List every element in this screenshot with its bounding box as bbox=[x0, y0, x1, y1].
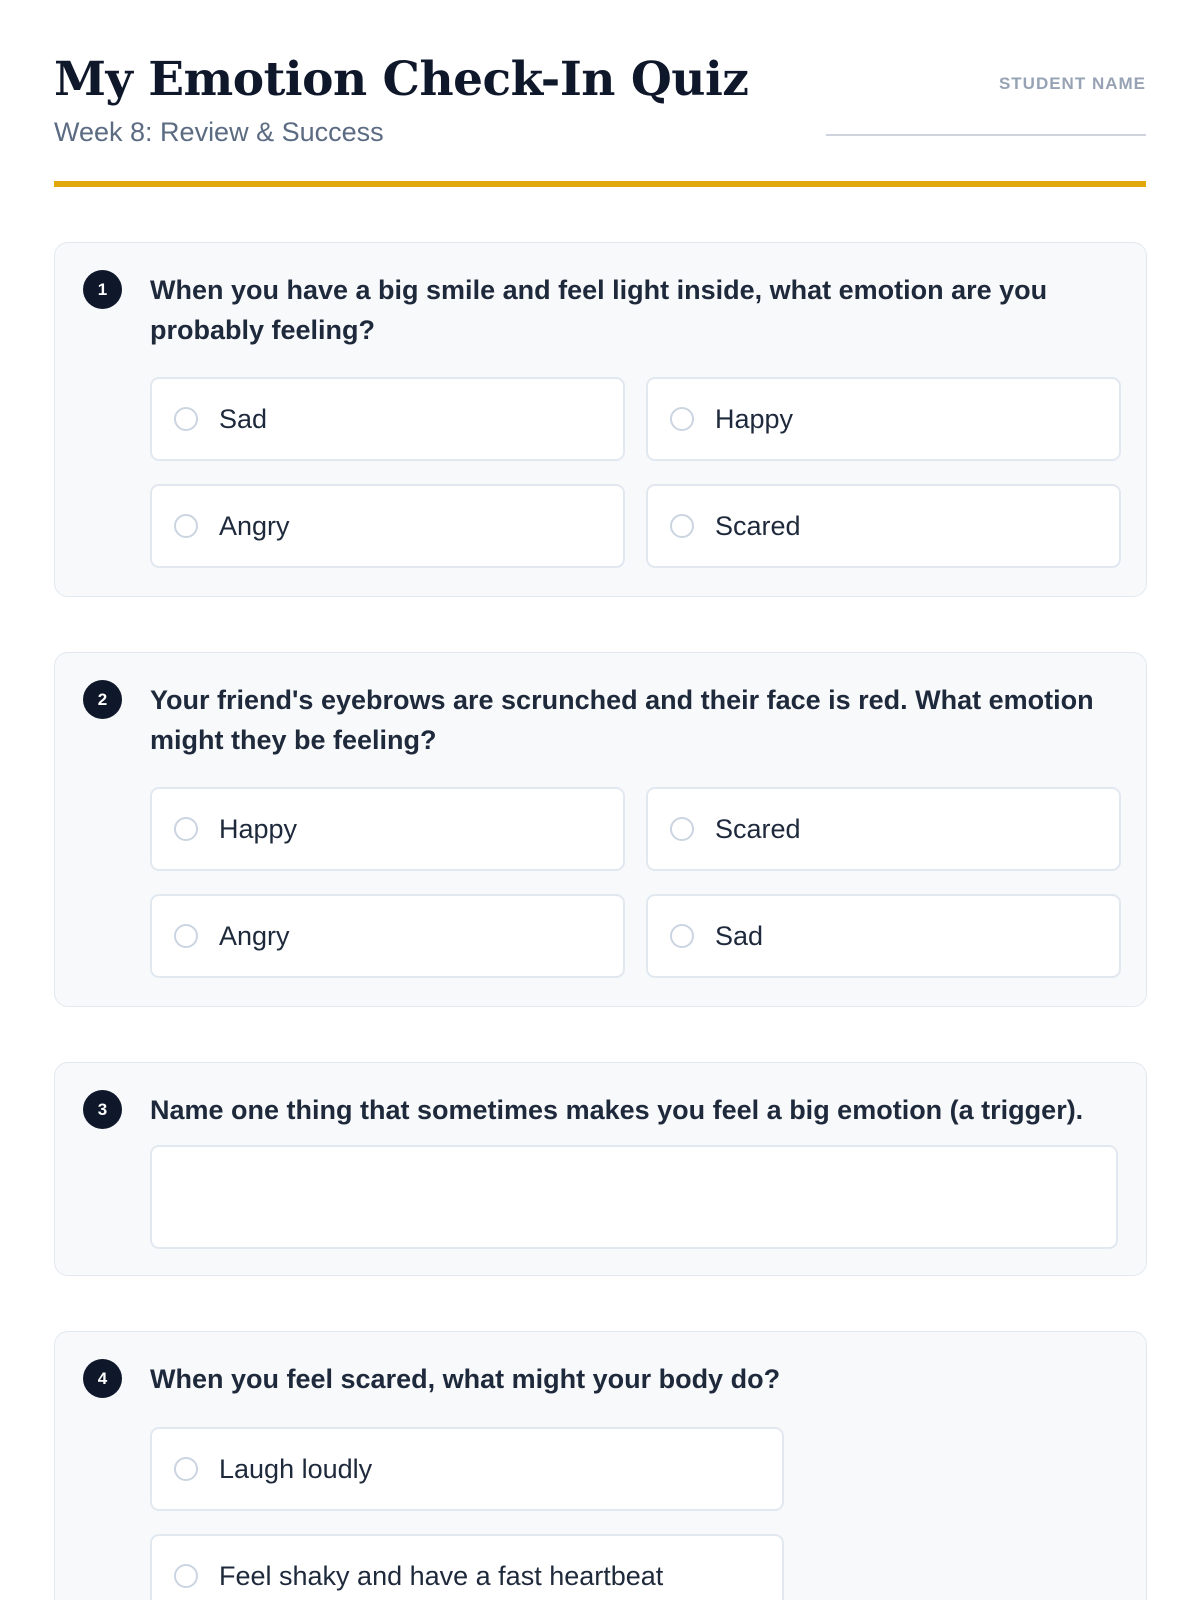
radio-button[interactable] bbox=[670, 924, 694, 948]
option-label: Angry bbox=[219, 510, 290, 541]
page-title: My Emotion Check-In Quiz bbox=[54, 52, 749, 107]
question-number-badge: 1 bbox=[83, 270, 122, 309]
option-angry[interactable] bbox=[150, 894, 625, 978]
radio-button[interactable] bbox=[670, 514, 694, 538]
question-card-1 bbox=[54, 242, 1147, 597]
question-number-badge: 2 bbox=[83, 680, 122, 719]
radio-button[interactable] bbox=[174, 407, 198, 431]
question-number-badge: 3 bbox=[83, 1090, 122, 1129]
radio-button[interactable] bbox=[174, 924, 198, 948]
option-label: Scared bbox=[715, 510, 801, 541]
option-label: Angry bbox=[219, 920, 290, 951]
option-scared[interactable] bbox=[646, 484, 1121, 568]
radio-button[interactable] bbox=[670, 817, 694, 841]
option-feel-shaky[interactable] bbox=[150, 1534, 784, 1600]
option-scared[interactable] bbox=[646, 787, 1121, 871]
quiz-header bbox=[54, 0, 1146, 187]
question-card-2 bbox=[54, 652, 1147, 1007]
radio-button[interactable] bbox=[174, 514, 198, 538]
radio-button[interactable] bbox=[670, 407, 694, 431]
option-angry[interactable] bbox=[150, 484, 625, 568]
page-subtitle: Week 8: Review & Success bbox=[54, 117, 384, 147]
question-text: Name one thing that sometimes makes you feel a big emotion (a trigger). bbox=[150, 1095, 1084, 1125]
option-happy[interactable] bbox=[150, 787, 625, 871]
radio-button[interactable] bbox=[174, 817, 198, 841]
option-label: Laugh loudly bbox=[219, 1453, 373, 1484]
student-name-label: STUDENT NAME bbox=[998, 74, 1146, 93]
radio-button[interactable] bbox=[174, 1457, 198, 1481]
option-label: Happy bbox=[715, 403, 794, 434]
question-text: When you have a big smile and feel light inside, what emotion are you probably feeling? bbox=[150, 275, 1048, 345]
trigger-answer-field[interactable] bbox=[150, 1145, 1118, 1249]
question-card-3 bbox=[54, 1062, 1147, 1276]
question-number-badge: 4 bbox=[83, 1359, 122, 1398]
option-sad[interactable] bbox=[150, 377, 625, 461]
question-card-4 bbox=[54, 1331, 1147, 1600]
option-laugh-loudly[interactable] bbox=[150, 1427, 784, 1511]
question-text: When you feel scared, what might your body do? bbox=[150, 1364, 781, 1394]
option-label: Happy bbox=[219, 813, 298, 844]
radio-button[interactable] bbox=[174, 1564, 198, 1588]
option-happy[interactable] bbox=[646, 377, 1121, 461]
student-name-field[interactable] bbox=[826, 134, 1146, 136]
option-label: Sad bbox=[715, 920, 764, 951]
option-label: Sad bbox=[219, 403, 268, 434]
option-label: Feel shaky and have a fast heartbeat bbox=[219, 1560, 664, 1591]
option-label: Scared bbox=[715, 813, 801, 844]
question-text: Your friend's eyebrows are scrunched and their face is red. What emotion might they be feeling? bbox=[150, 685, 1094, 755]
option-sad[interactable] bbox=[646, 894, 1121, 978]
